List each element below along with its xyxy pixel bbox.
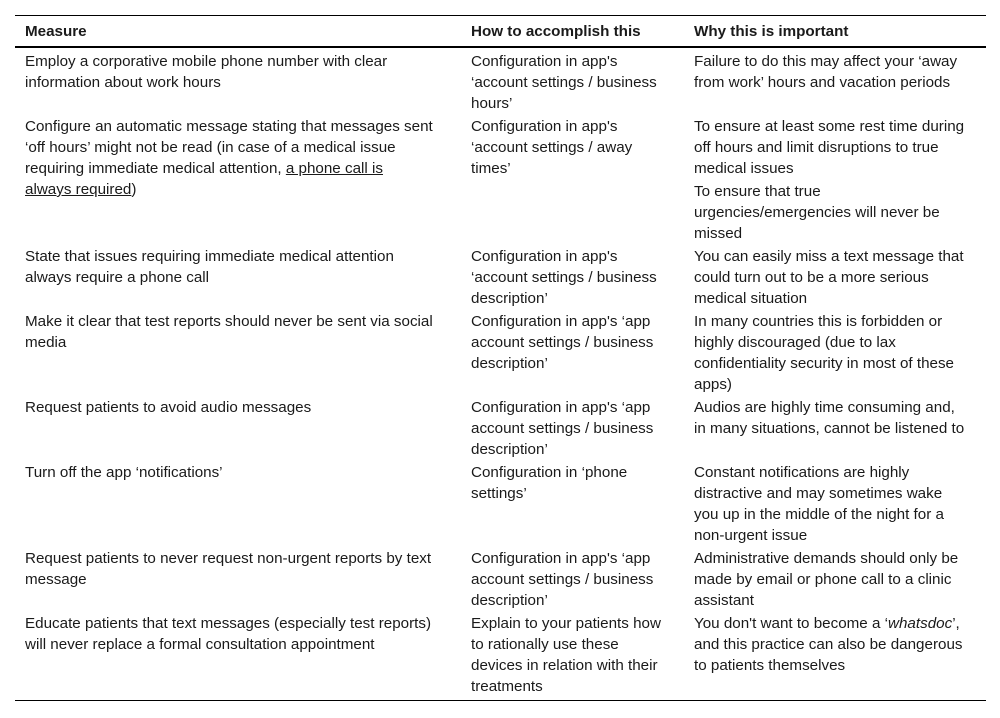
why-paragraph: To ensure at least some rest time during off hours and limit disruptions to true medical issues — [694, 118, 965, 177]
table-row — [15, 395, 986, 460]
cell-measure: Make it clear that test reports should never be sent via social media — [25, 313, 433, 351]
measure-underlined-text: a phone call is always required — [25, 160, 383, 198]
cell-measure — [15, 114, 461, 244]
table-row — [15, 244, 986, 309]
why-paragraph: To ensure that true urgencies/emergencies will never be missed — [694, 183, 940, 242]
table-row — [15, 546, 986, 611]
cell-measure: Request patients to never request non-urgent reports by text message — [25, 550, 432, 588]
cell-why: You can easily miss a text message that could turn out to be a more serious medical situation — [694, 248, 964, 307]
cell-measure: Request patients to avoid audio messages — [25, 399, 312, 416]
cell-measure: Turn off the app ‘notifications’ — [25, 464, 223, 481]
why-text: You don't want to become a ‘ — [694, 615, 889, 632]
cell-why — [684, 611, 986, 701]
measure-text-end: ) — [131, 181, 137, 198]
header-why: Why this is important — [684, 16, 986, 48]
table-body — [15, 47, 986, 701]
cell-why: Administrative demands should only be made by email or phone call to a clinic assistant — [694, 550, 959, 609]
header-how: How to accomplish this — [461, 16, 684, 48]
cell-how: Configuration in app's ‘app account settings / business description’ — [471, 399, 654, 458]
cell-why: In many countries this is forbidden or highly discouraged (due to lax confidentiality security in most of these apps) — [694, 313, 954, 393]
cell-how: Configuration in app's ‘app account settings / business description’ — [471, 550, 654, 609]
cell-why: Audios are highly time consuming and, in many situations, cannot be listened to — [694, 399, 965, 437]
table-row — [15, 47, 986, 114]
cell-why: Constant notifications are highly distractive and may sometimes wake you up in the middle of the night for a non-urgent issue — [694, 464, 944, 544]
cell-how: Configuration in app's ‘account settings / away times’ — [471, 118, 633, 177]
why-italic-text: whatsdoc — [888, 615, 953, 632]
cell-measure: Employ a corporative mobile phone number with clear information about work hours — [25, 53, 388, 91]
table-row — [15, 114, 986, 244]
table-row — [15, 460, 986, 546]
cell-why: Failure to do this may affect your ‘away from work’ hours and vacation periods — [694, 53, 958, 91]
cell-measure: Educate patients that text messages (especially test reports) will never replace a formal consultation appointment — [15, 611, 461, 701]
cell-how: Explain to your patients how to rationally use these devices in relation with their treatments — [461, 611, 684, 701]
measures-table-container — [15, 15, 986, 701]
cell-how: Configuration in app's ‘account settings / business description’ — [471, 248, 657, 307]
header-measure: Measure — [15, 16, 461, 48]
table-header — [15, 16, 986, 48]
table-row — [15, 611, 986, 701]
cell-why — [684, 114, 986, 244]
header-row — [15, 16, 986, 48]
table-row — [15, 309, 986, 395]
measures-table — [15, 15, 986, 701]
cell-how: Configuration in app's ‘account settings / business hours’ — [471, 53, 657, 112]
why-text-end: ’, and this practice can also be dangerous to patients themselves — [694, 615, 963, 674]
cell-how: Configuration in app's ‘app account settings / business description’ — [471, 313, 654, 372]
cell-measure: State that issues requiring immediate medical attention always require a phone call — [25, 248, 394, 286]
cell-how: Configuration in ‘phone settings’ — [471, 464, 628, 502]
measure-text: Configure an automatic message stating that messages sent ‘off hours’ might not be read (in case of a medical issue requiring immediate medical attention, — [25, 118, 433, 177]
